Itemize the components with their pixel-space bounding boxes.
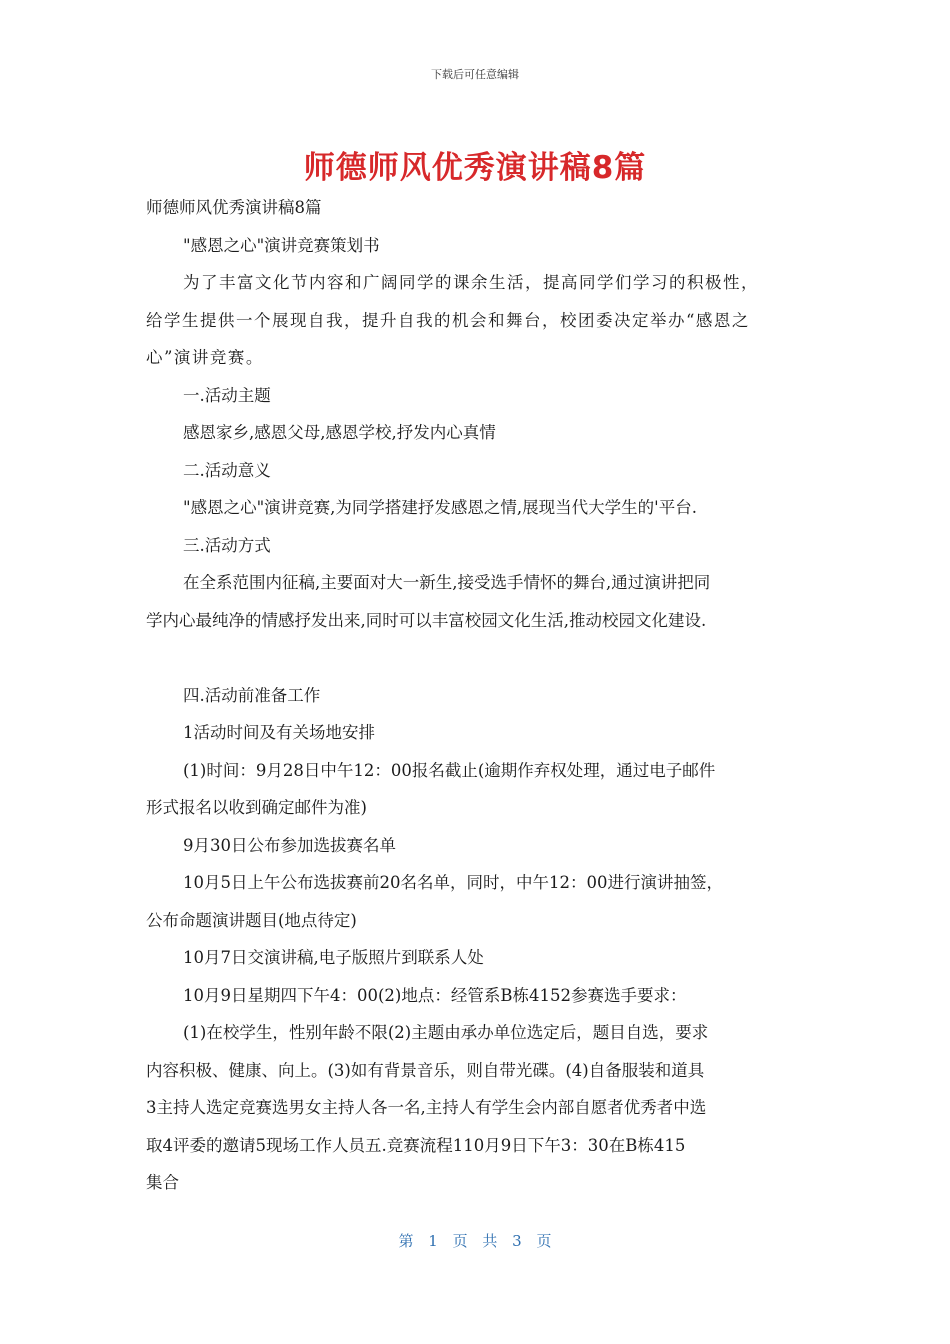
paragraph-line: 在全系范围内征稿,主要面对大一新生,接受选手情怀的舞台,通过演讲把同: [183, 573, 711, 592]
blank-line: [146, 645, 810, 683]
paragraph-line: 1活动时间及有关场地安排: [183, 723, 375, 742]
paragraph-line: 形式报名以收到确定邮件为准): [146, 798, 367, 817]
paragraph-line: 公布命题演讲题目(地点待定): [146, 910, 357, 930]
section-heading: "感恩之心"演讲竞赛策划书: [183, 235, 380, 255]
paragraph-line: (1)在校学生，性别年龄不限(2)主题由承办单位选定后，题目自选，要求: [183, 1023, 709, 1042]
paragraph-line: 10月9日星期四下午4：00(2)地点：经管系B栋4152参赛选手要求：: [183, 985, 687, 1005]
paragraph-line: 内容积极、健康、向上。(3)如有背景音乐，则自带光碟。(4)自备服装和道具: [146, 1060, 705, 1080]
paragraph-line: 心”演讲竞赛。: [146, 348, 264, 367]
paragraph-line: 10月5日上午公布选拔赛前20名名单，同时，中午12：00进行演讲抽签，: [183, 873, 723, 892]
section-heading: 三.活动方式: [183, 535, 271, 555]
document-title: 师德师风优秀演讲稿8篇: [303, 150, 647, 186]
section-heading: 二.活动意义: [183, 460, 271, 480]
section-heading: 四.活动前准备工作: [183, 685, 321, 705]
paragraph-line: 取4评委的邀请5现场工作人员五.竞赛流程110月9日下午3：30在B栋415: [146, 1135, 686, 1155]
page-header: 下载后可任意编辑: [431, 68, 519, 81]
paragraph-line: 9月30日公布参加选拔赛名单: [183, 835, 396, 855]
document-body: [146, 195, 810, 1208]
page-number-footer: 第 1 页 共 3 页: [398, 1232, 552, 1250]
paragraph-line: 集合: [146, 1173, 179, 1192]
paragraph-line: 给学生提供一个展现自我，提升自我的机会和舞台，校团委决定举办“感恩之: [146, 310, 750, 330]
paragraph-line: 10月7日交演讲稿,电子版照片到联系人处: [183, 948, 484, 967]
paragraph-line: "感恩之心"演讲竞赛,为同学搭建抒发感恩之情,展现当代大学生的'平台.: [183, 498, 697, 517]
paragraph-line: 感恩家乡,感恩父母,感恩学校,抒发内心真情: [183, 423, 496, 442]
paragraph-line: 为了丰富文化节内容和广阔同学的课余生活，提高同学们学习的积极性，: [183, 273, 759, 292]
section-heading: 一.活动主题: [183, 385, 271, 405]
body-subtitle: 师德师风优秀演讲稿8篇: [146, 198, 322, 217]
paragraph-line: 3主持人选定竞赛选男女主持人各一名,主持人有学生会内部自愿者优秀者中选: [146, 1098, 707, 1117]
paragraph-line: 学内心最纯净的情感抒发出来,同时可以丰富校园文化生活,推动校园文化建设.: [146, 610, 707, 630]
paragraph-line: (1)时间：9月28日中午12：00报名截止(逾期作弃权处理，通过电子邮件: [183, 760, 716, 780]
